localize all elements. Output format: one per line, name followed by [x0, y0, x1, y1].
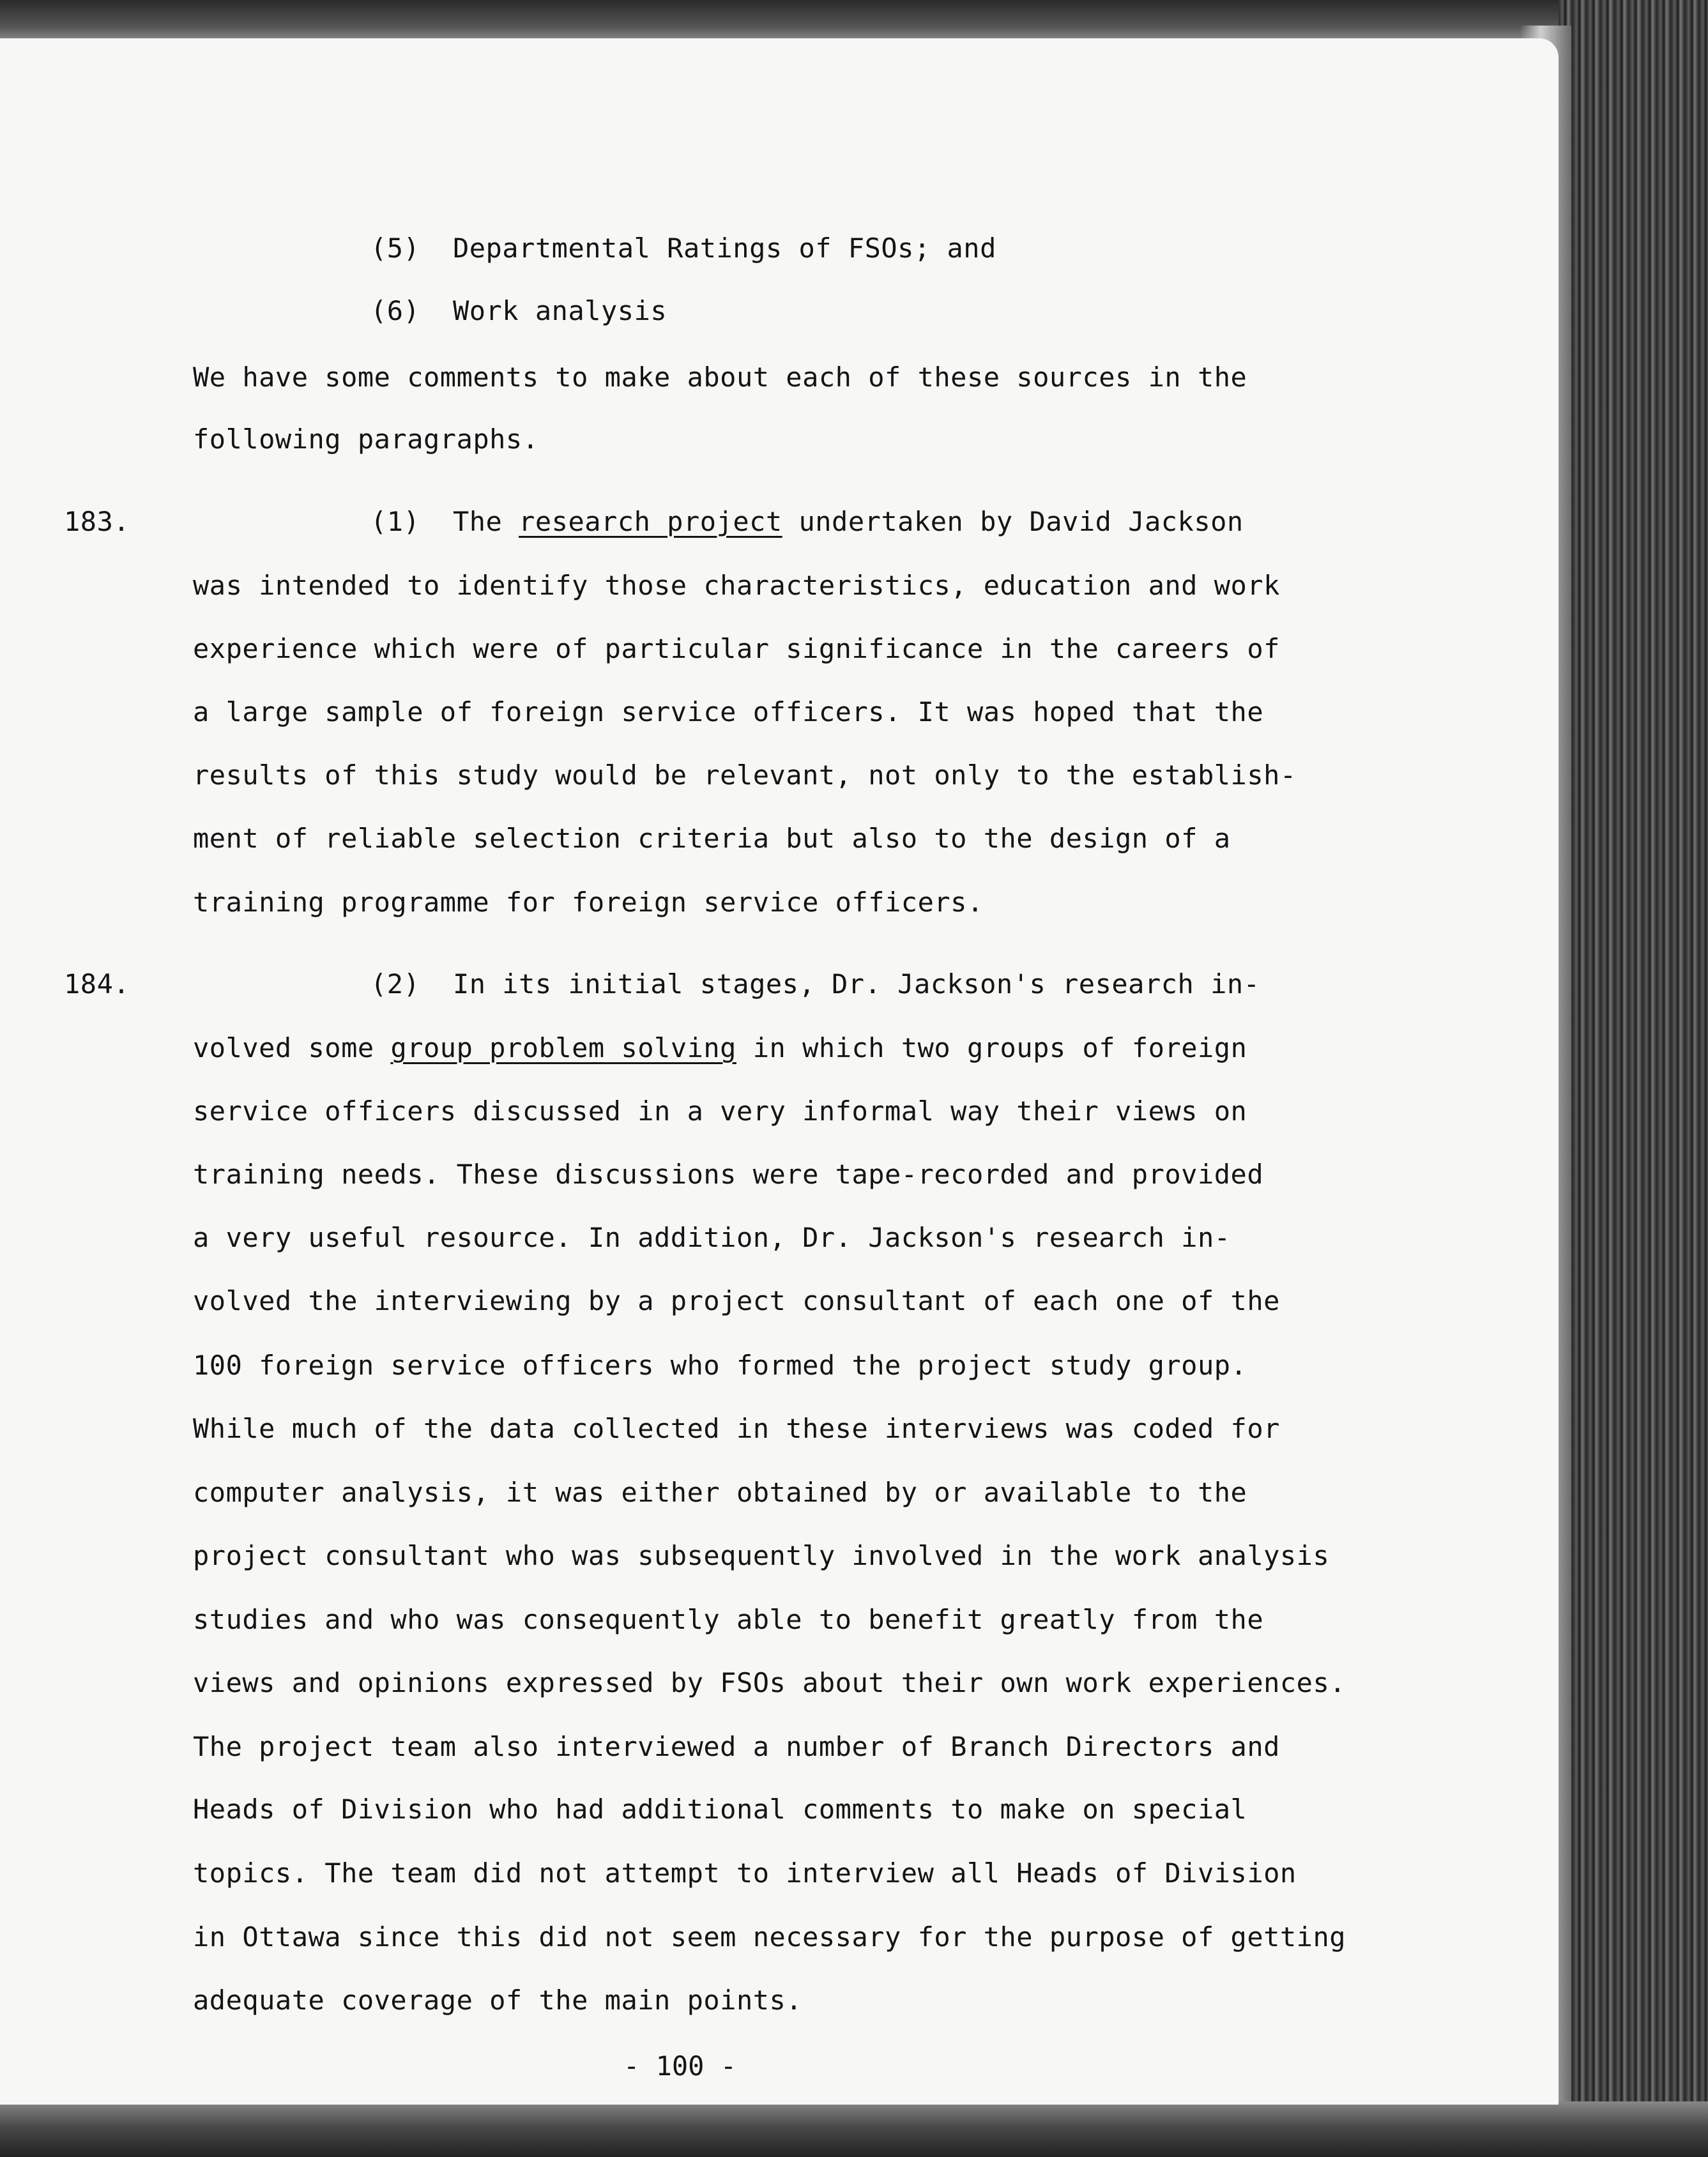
list-item-text: Work analysis — [452, 295, 667, 326]
body-line: volved the interviewing by a project consultant of each one of the — [193, 1285, 1280, 1316]
body-line: was intended to identify those characteristics, education and work — [193, 570, 1280, 601]
scan-border-bottom — [0, 2101, 1708, 2157]
text-fragment: undertaken by David Jackson — [798, 506, 1244, 537]
paragraph-184-first-line — [370, 968, 1260, 1000]
item-number: (2) — [370, 968, 420, 1000]
list-item-text: Departmental Ratings of FSOs; and — [452, 232, 996, 264]
text-fragment: in which two groups of foreign — [752, 1032, 1247, 1063]
body-line: adequate coverage of the main points. — [193, 1985, 803, 2016]
item-number: (1) — [370, 506, 420, 537]
paragraph-183-first-line — [370, 508, 1244, 535]
body-line: While much of the data collected in these interviews was coded for — [193, 1413, 1280, 1444]
body-line: results of this study would be relevant, not only to the establish- — [193, 759, 1297, 791]
body-line: in Ottawa since this did not seem necessary for the purpose of getting — [193, 1921, 1346, 1953]
intro-line: following paragraphs. — [193, 423, 539, 455]
intro-line: We have some comments to make about each of these sources in the — [193, 362, 1247, 393]
underlined-term: group problem solving — [390, 1032, 736, 1063]
body-line: studies and who was consequently able to benefit greatly from the — [193, 1604, 1264, 1635]
body-line: training needs. These discussions were tape-recorded and provided — [193, 1159, 1264, 1190]
body-line: ment of reliable selection criteria but also to the design of a — [193, 823, 1231, 854]
underlined-term: research project — [519, 506, 782, 537]
body-line: service officers discussed in a very informal way their views on — [193, 1095, 1247, 1127]
paragraph-number: 183. — [64, 506, 130, 537]
page-number: - 100 - — [623, 2050, 737, 2082]
body-line: topics. The team did not attempt to interview all Heads of Division — [193, 1857, 1297, 1889]
body-line: The project team also interviewed a number of Branch Directors and — [193, 1731, 1280, 1762]
body-line: computer analysis, it was either obtained by or available to the — [193, 1477, 1247, 1508]
body-line: Heads of Division who had additional comments to make on special — [193, 1794, 1247, 1825]
list-item-number: (6) — [370, 295, 420, 326]
text-fragment: In its initial stages, Dr. Jackson's research in- — [452, 968, 1260, 1000]
body-line: 100 foreign service officers who formed the project study group. — [193, 1350, 1247, 1381]
list-item-5 — [370, 232, 996, 264]
body-line: a very useful resource. In addition, Dr. Jackson's research in- — [193, 1222, 1231, 1253]
body-line: experience which were of particular significance in the careers of — [193, 633, 1280, 664]
body-line: training programme for foreign service officers. — [193, 887, 984, 918]
list-item-number: (5) — [370, 232, 420, 264]
paragraph-184-second-line — [193, 1032, 1247, 1063]
list-item-6 — [370, 295, 667, 326]
text-fragment: The — [452, 506, 503, 537]
body-line: a large sample of foreign service officers. It was hoped that the — [193, 696, 1264, 728]
body-line: project consultant who was subsequently involved in the work analysis — [193, 1540, 1330, 1571]
scan-border-right — [1559, 0, 1708, 2157]
paragraph-number: 184. — [64, 968, 130, 1000]
body-line: views and opinions expressed by FSOs about their own work experiences. — [193, 1667, 1346, 1698]
text-fragment: volved some — [193, 1032, 374, 1063]
